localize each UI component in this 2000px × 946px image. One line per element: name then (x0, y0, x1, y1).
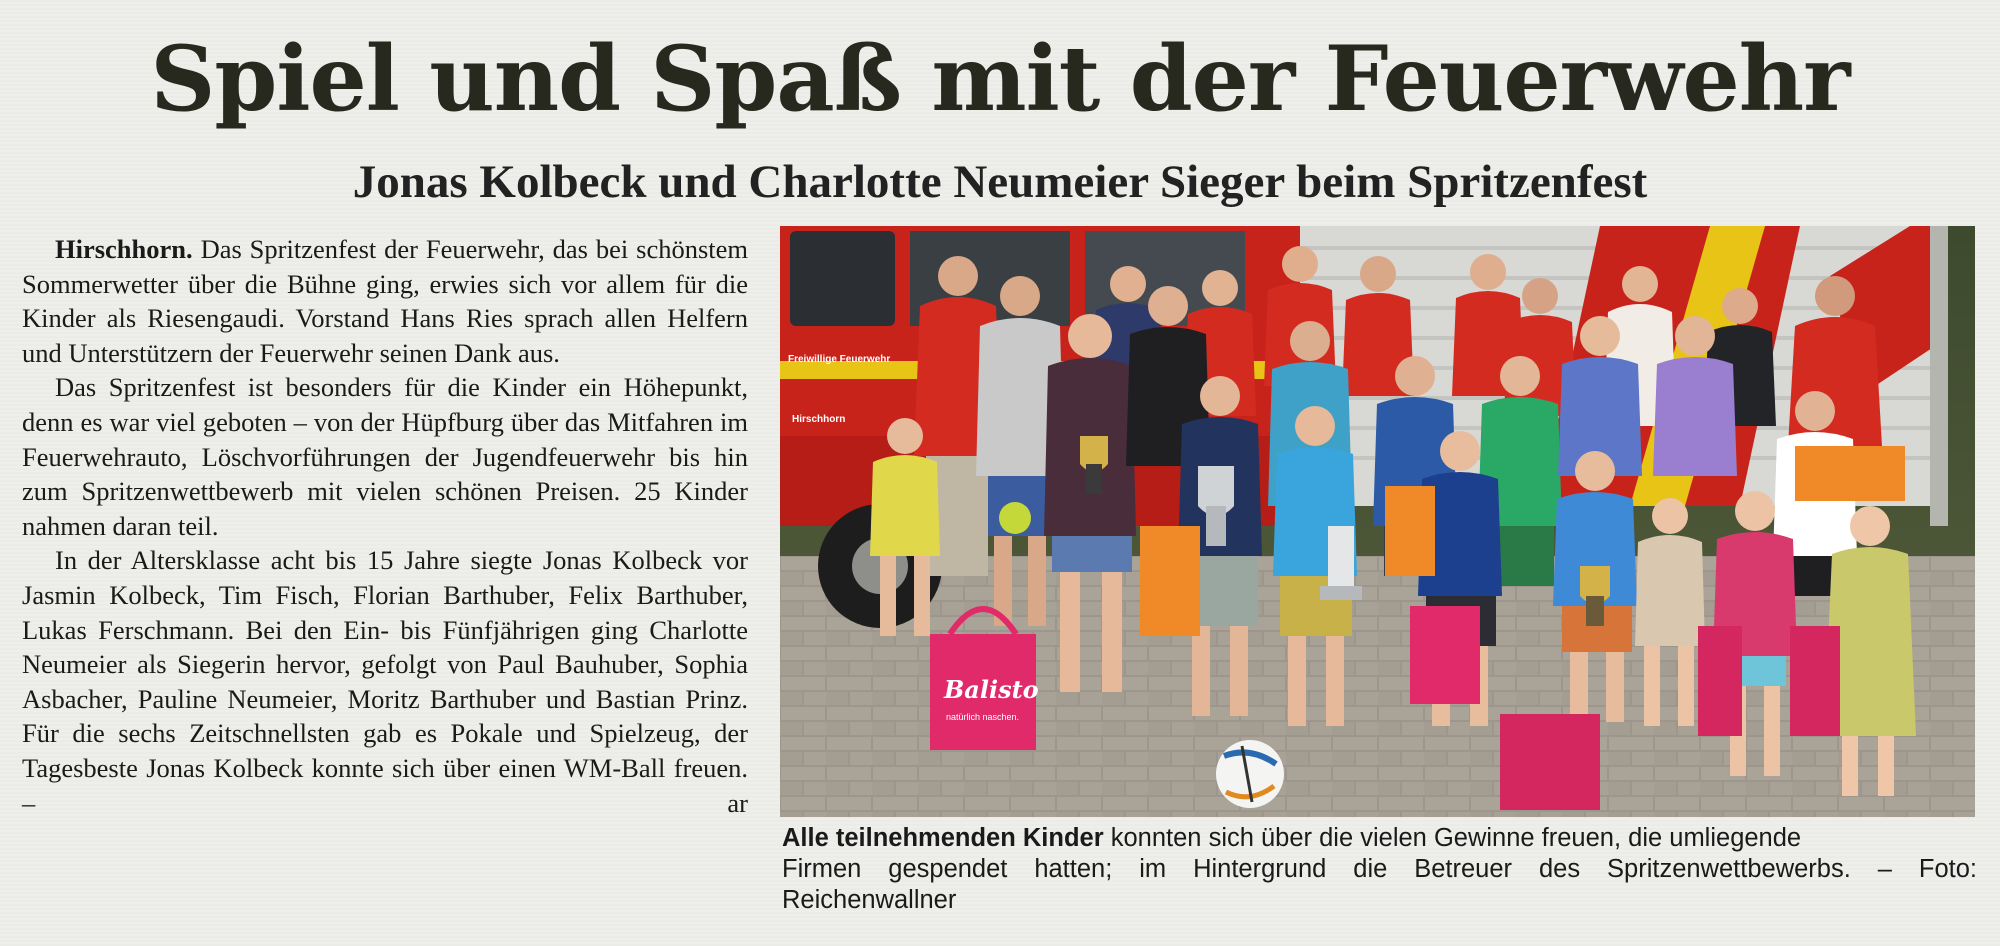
caption-text-2: Firmen gespendet hatten; im Hintergrund die Betreuer des Spritzenwettbewerbs. (782, 855, 1851, 883)
photo-illustration (780, 226, 1975, 817)
headline: Spiel und Spaß mit der Feuerwehr (150, 26, 1850, 132)
subheadline: Jonas Kolbeck und Charlotte Neumeier Sieger beim Spritzenfest (352, 156, 1648, 208)
bag-brand-text: Balisto (944, 675, 1039, 704)
paragraph-text-1: Das Spritzenfest der Feuerwehr, das bei schönstem Sommerwetter über die Bühne ging, erwies sich vor allem für die Kinder als Riesengaudi. Vorstand Hans Ries sprach allen Helfern und Unterstützern der Feuerwehr seinen Dank aus. (22, 234, 749, 368)
article-paragraph-3 (22, 543, 748, 820)
photo-credit-label: – Foto: (1877, 855, 1977, 883)
caption-line-2 (782, 854, 1977, 885)
group-photo (780, 226, 1975, 817)
bag-slogan-text: natürlich naschen. (946, 712, 1020, 722)
photographer-name: Reichenwallner (782, 886, 957, 914)
photo-caption (782, 823, 1977, 916)
dateline: Hirschhorn. (55, 234, 193, 264)
caption-lead: Alle teilnehmenden Kinder (782, 824, 1104, 852)
tennis-ball (999, 502, 1031, 534)
article-paragraph-1 (22, 232, 748, 370)
world-cup-ball (1216, 740, 1284, 808)
caption-text-1: konnten sich über die vielen Gewinne freuen, die umliegende (1110, 824, 1802, 852)
paragraph-text-3: In der Altersklasse acht bis 15 Jahre siegte Jonas Kolbeck vor Jasmin Kolbeck, Tim Fisch, Florian Barthuber, Felix Barthuber, Lukas Ferschmann. Bei den Ein- bis Fünfjährigen ging Charlotte Neumeier als Siegerin hervor, gefolgt von Paul Bauhuber, Sophia Asbacher, Pauline Neumeier, Moritz Barthuber und Bastian Prinz. Für die sechs Zeitschnellsten gab es Pokale und Spielzeug, der Tagesbeste Jonas Kolbeck konnte sich über einen WM-Ball freuen. (22, 545, 748, 783)
truck-lettering-bottom: Hirschhorn (792, 414, 846, 425)
article-body (22, 232, 748, 820)
truck-lettering-top: Freiwillige Feuerwehr (788, 354, 891, 365)
article-paragraph-2: Das Spritzenfest ist besonders für die Kinder ein Höhepunkt, denn es war viel geboten – von der Hüpfburg über das Mitfahren im Feuerwehrauto, Löschvorführungen der Jugendfeuerwehr bis hin zum Spritzenwettbewerb mit vielen schönen Preisen. 25 Kinder nahmen daran teil. (22, 372, 748, 541)
caption-line-1 (782, 823, 1977, 854)
author-tag: – ar (22, 787, 748, 818)
